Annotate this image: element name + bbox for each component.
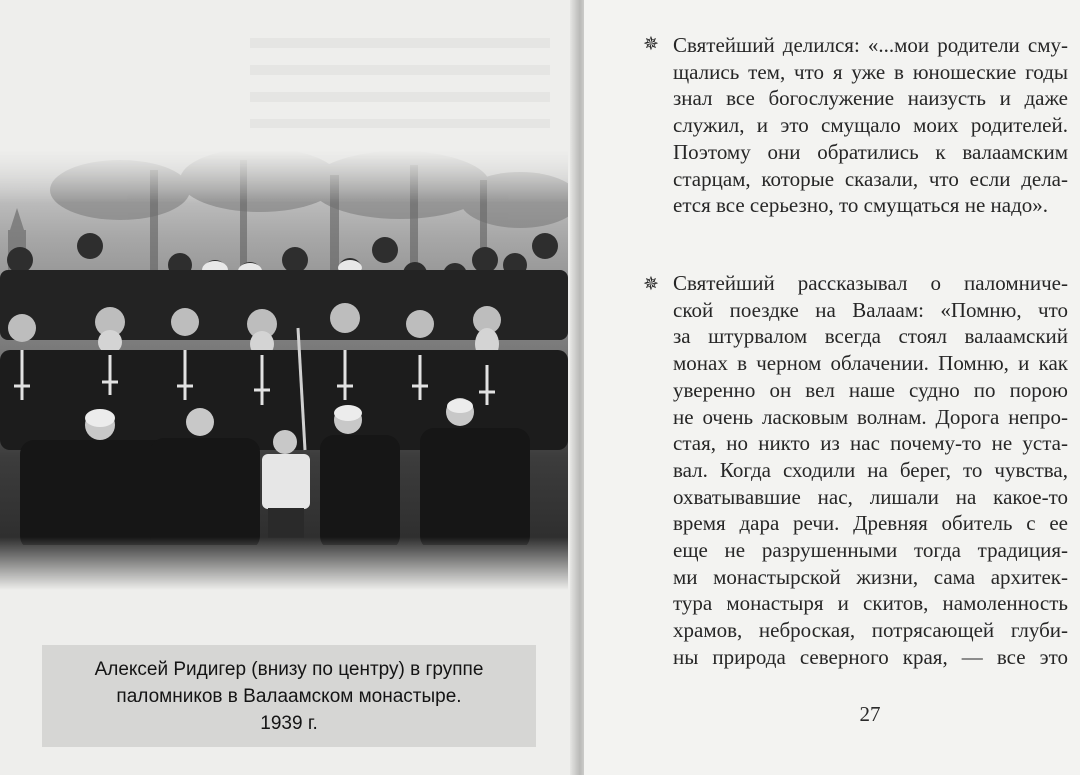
text-line: знал все богослужение наизусть и даже <box>673 86 1068 111</box>
group-photo-illustration <box>0 150 568 590</box>
text-line: тура монастыря и скитов, намоленность <box>673 591 1068 616</box>
snowflake-ornament-icon: ✵ <box>643 34 659 55</box>
text-line: охватывавшие нас, лишали на какое-то <box>673 484 1068 509</box>
text-line: за штурвалом всегда стоял валаамский <box>673 324 1068 349</box>
text-line: уверенно он вел наше судно по порою <box>673 377 1068 402</box>
paragraph-1 <box>673 32 1068 219</box>
text-line: ми монастырской жизни, сама архитек- <box>673 564 1068 589</box>
text-line: вал. Когда сходили на берег, то чувства, <box>673 457 1068 482</box>
caption-line: Алексей Ридигер (внизу по центру) в группе <box>94 658 484 680</box>
text-line: щались тем, что я уже в юношеские годы <box>673 59 1068 84</box>
bleed-through-text <box>250 38 550 128</box>
text-line: Святейший делился: «...мои родители сму- <box>673 33 1068 57</box>
text-line: время дара речи. Древняя обитель с ее <box>673 511 1068 536</box>
text-line: служил, и это смущало моих родителей. <box>673 113 1068 138</box>
snowflake-ornament-icon: ✵ <box>643 274 659 295</box>
text-line: не очень ласковым волнам. Дорога непро- <box>673 404 1068 429</box>
caption-line: 1939 г. <box>260 712 318 734</box>
photo-caption <box>42 645 536 747</box>
paragraph-2 <box>673 270 1068 671</box>
text-line: храмов, неброская, потрясающей глуби- <box>673 618 1068 643</box>
caption-line: паломников в Валаамском монастыре. <box>116 685 462 707</box>
text-line: ны природа северного края, — все это <box>673 644 1068 669</box>
text-line: стая, но никто из нас почему-то не уста- <box>673 431 1068 456</box>
text-line: Поэтому они обратились к валаамским <box>673 139 1068 164</box>
text-line: ской поездке на Валаам: «Помню, что <box>673 297 1068 322</box>
text-line: старцам, которые сказали, что если дела- <box>673 166 1068 191</box>
text-line: Святейший рассказывал о паломниче- <box>673 271 1068 295</box>
page-number: 27 <box>859 702 881 726</box>
text-line: еще не разрушенными тогда традиция- <box>673 538 1068 563</box>
text-line: монах в черном облачении. Помню, и как <box>673 351 1068 376</box>
group-photo <box>0 150 568 590</box>
text-line: ется все серьезно, то смущаться не надо». <box>673 193 1049 218</box>
